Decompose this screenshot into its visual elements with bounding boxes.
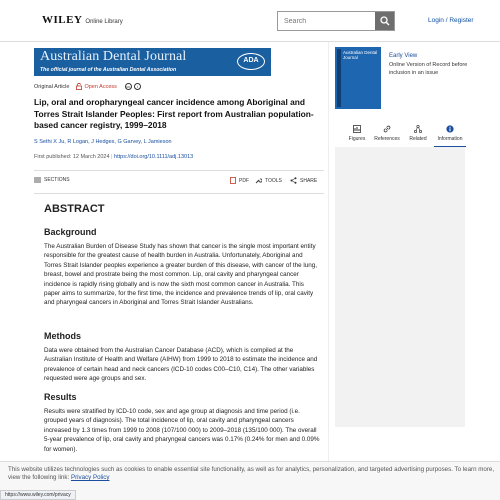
figures-icon bbox=[353, 125, 361, 133]
search-button[interactable] bbox=[375, 12, 394, 30]
link-icon bbox=[383, 125, 391, 133]
first-published: First published: 12 March 2024 bbox=[34, 154, 110, 160]
methods-paragraph: Data were obtained from the Australian Cancer Database (ACD), which is compiled at the Australian Institute of Health and Welfare (AIHW) from 1999 to 2018 to estimate the incidence and prevalence of certain head and neck cancers (ICD-10 codes C00–C10, C14). The other variables requested were age groups and sex. bbox=[44, 347, 318, 383]
privacy-policy-link[interactable]: Privacy Policy bbox=[70, 474, 110, 481]
tab-related[interactable] bbox=[402, 124, 434, 142]
results-heading: Results bbox=[44, 392, 77, 402]
info-icon bbox=[446, 125, 454, 133]
column-divider bbox=[328, 42, 329, 462]
tab-figures[interactable] bbox=[341, 124, 373, 142]
journal-banner[interactable] bbox=[34, 48, 271, 76]
wiley-logo[interactable] bbox=[42, 14, 123, 26]
authors-text[interactable]: S Sethi X Ju, R Logan, J Hedges, G Garvey, L Jamieson bbox=[34, 139, 172, 145]
open-lock-icon bbox=[76, 83, 82, 90]
open-access-badge bbox=[76, 83, 116, 90]
cover-stripe bbox=[337, 49, 341, 107]
cc-icon: cc bbox=[126, 84, 131, 89]
pdf-label: PDF bbox=[239, 177, 249, 184]
share-icon bbox=[290, 177, 297, 184]
cookie-message: This website utilizes technologies such as cookies to enable essential site functionality, as well as for analytics, personalization, and targeted advertising purposes. To learn more, view the following link: bbox=[8, 466, 495, 481]
methods-heading: Methods bbox=[44, 331, 81, 341]
related-icon bbox=[414, 125, 422, 133]
publication-info: First published: 12 March 2024 | https://doi.org/10.1111/adj.13013 bbox=[34, 154, 194, 160]
share-button[interactable] bbox=[290, 177, 317, 184]
article-type: Original Article bbox=[34, 83, 70, 90]
early-view-description: Online Version of Record before inclusion in an issue bbox=[389, 62, 468, 76]
tab-figures-label: Figures bbox=[348, 136, 366, 142]
search-box bbox=[277, 11, 395, 31]
open-access-label: Open Access bbox=[84, 83, 117, 90]
article-title: Lip, oral and oropharyngeal cancer incidence among Aboriginal and Torres Strait Islander Peoples: First report from Australian population-based cancer registry, 1999–2018 bbox=[34, 97, 314, 130]
cover-title: Australian Dental Journal bbox=[343, 50, 378, 60]
tools-label: TOOLS bbox=[265, 177, 282, 184]
divider bbox=[34, 193, 324, 194]
tab-related-label: Related bbox=[409, 136, 427, 142]
license-icons[interactable] bbox=[125, 83, 141, 90]
abstract-heading: ABSTRACT bbox=[44, 203, 105, 215]
pdf-button[interactable] bbox=[230, 177, 249, 184]
tools-button[interactable] bbox=[255, 177, 282, 184]
wrench-icon bbox=[255, 177, 262, 184]
background-paragraph: The Australian Burden of Disease Study has shown that cancer is the single most important entity responsible for the greatest cause of health burden in Australia. Unfortunately, Aboriginal and Torres Strait Islander peoples experience a greater burden of this disease, with cancer of the lung, breast, bowel and prostrate being the most common. Lip, oral cavity and pharyngeal cancer incidence is rapidly rising globally and is now the sixth most common cancer in Australia. This paper aims to summarize, for the first time, the incidence and prevalence trends of lip, oral cavity and pharyngeal cancers in Aboriginal and Torres Strait Islander Australians. bbox=[44, 243, 318, 307]
background-heading: Background bbox=[44, 227, 97, 237]
tab-information-label: Information bbox=[437, 136, 463, 142]
login-register-link[interactable]: Login / Register bbox=[428, 17, 474, 24]
journal-subtitle: The official journal of the Australian Dental Association bbox=[40, 67, 177, 73]
article-toolbar bbox=[34, 175, 324, 187]
list-icon bbox=[34, 177, 41, 183]
author-list[interactable] bbox=[34, 139, 172, 145]
search-input[interactable] bbox=[278, 12, 375, 30]
pdf-icon bbox=[230, 177, 236, 184]
search-icon bbox=[380, 16, 390, 26]
doi-link[interactable]: https://doi.org/10.1111/adj.13013 bbox=[114, 154, 194, 160]
sidebar-tabs bbox=[341, 124, 471, 146]
sections-button[interactable] bbox=[34, 177, 70, 183]
share-label: SHARE bbox=[300, 177, 318, 184]
results-paragraph: Results were stratified by ICD-10 code, sex and age group at diagnosis and time period (i.e. grouped years of diagnosis). The total incidence of lip, oral cavity and pharyngeal cancers increased by 1.3 times from 1999 to 2008 (107/100 000) to 2009–2018 (135/100 000). The overall 5-year prevalence of lip, oral cavity and pharyngeal cancers was 0.17% (0.24% for men and 0.09% for women). bbox=[44, 408, 320, 453]
ada-logo: ADA bbox=[237, 53, 265, 70]
status-url: https://www.wiley.com/privacy bbox=[0, 490, 76, 500]
tab-information[interactable] bbox=[434, 124, 466, 142]
cookie-text bbox=[8, 466, 498, 482]
logo-product: Online Library bbox=[85, 19, 123, 25]
by-icon: i bbox=[134, 83, 141, 90]
journal-cover[interactable] bbox=[335, 47, 381, 109]
tab-references[interactable] bbox=[371, 124, 403, 142]
top-bar bbox=[0, 0, 500, 42]
sections-label: SECTIONS bbox=[44, 177, 70, 183]
article-meta-row bbox=[34, 83, 141, 90]
information-panel bbox=[335, 147, 465, 427]
divider bbox=[34, 170, 324, 171]
journal-title: Australian Dental Journal bbox=[40, 49, 187, 64]
logo-brand: WILEY bbox=[42, 14, 83, 26]
tab-references-label: References bbox=[374, 136, 400, 142]
early-view-label: Early View bbox=[389, 53, 418, 59]
